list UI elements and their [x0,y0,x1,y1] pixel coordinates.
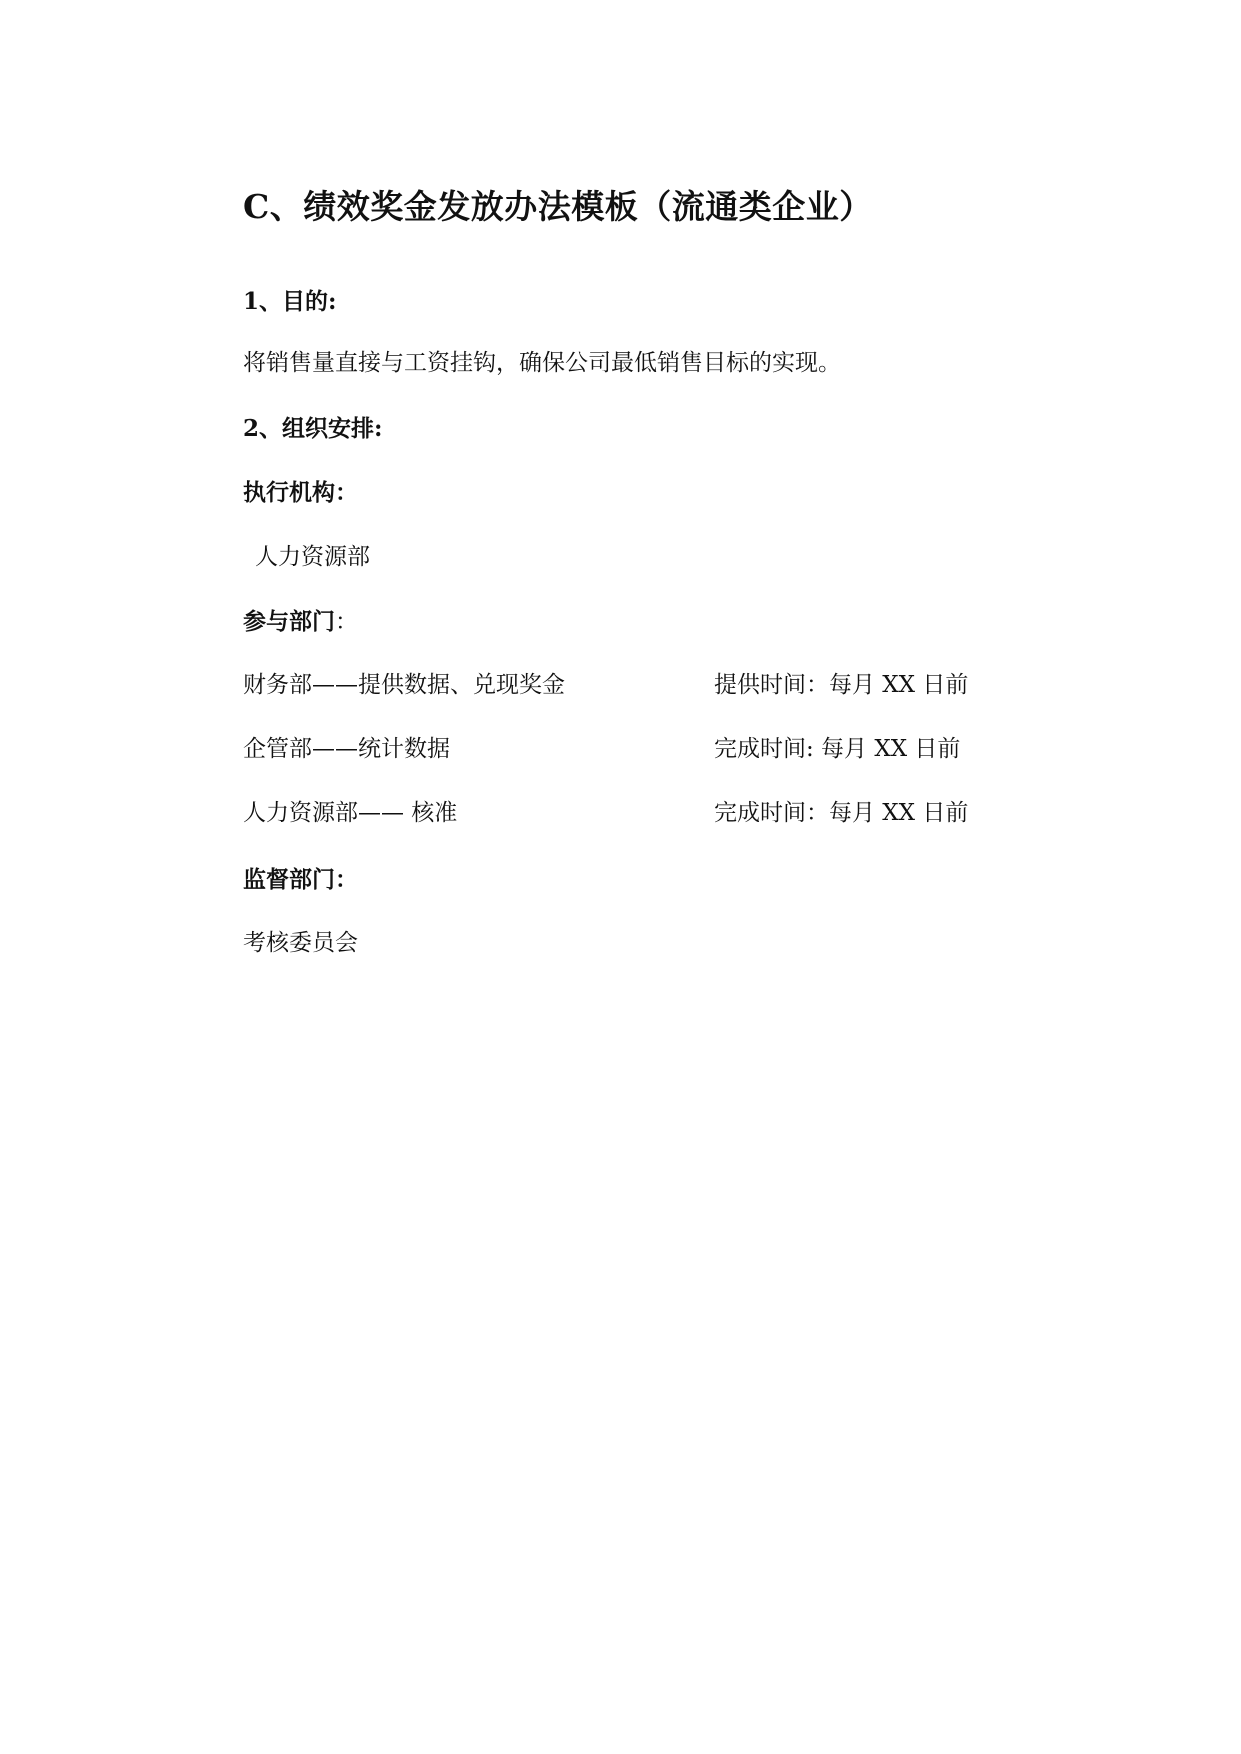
participant-row-time: 提供时间：每月 XX 日前 [714,672,969,698]
document-title: C、绩效奖金发放办法模板（流通类企业） [243,187,873,226]
participant-row-time: 完成时间：每月 XX 日前 [714,800,969,826]
executor-label: 执行机构： [243,479,358,506]
participants-label-colon: ： [335,609,358,635]
executor-value: 人力资源部 [255,544,370,570]
participants-label [243,610,358,634]
supervisor-label: 监督部门： [243,866,358,893]
org-heading: 2、组织安排: [243,415,383,442]
participant-row-time: 完成时间: 每月 XX 日前 [714,736,961,762]
participant-row-dept: 财务部——提供数据、兑现奖金 [243,672,565,698]
supervisor-value: 考核委员会 [243,930,358,956]
purpose-heading: 1、目的: [243,288,337,315]
participant-row-dept: 人力资源部—— 核准 [243,800,458,826]
purpose-text: 将销售量直接与工资挂钩，确保公司最低销售目标的实现。 [243,350,841,376]
participant-row-dept: 企管部——统计数据 [243,736,450,762]
participants-label-text: 参与部门 [243,608,335,635]
